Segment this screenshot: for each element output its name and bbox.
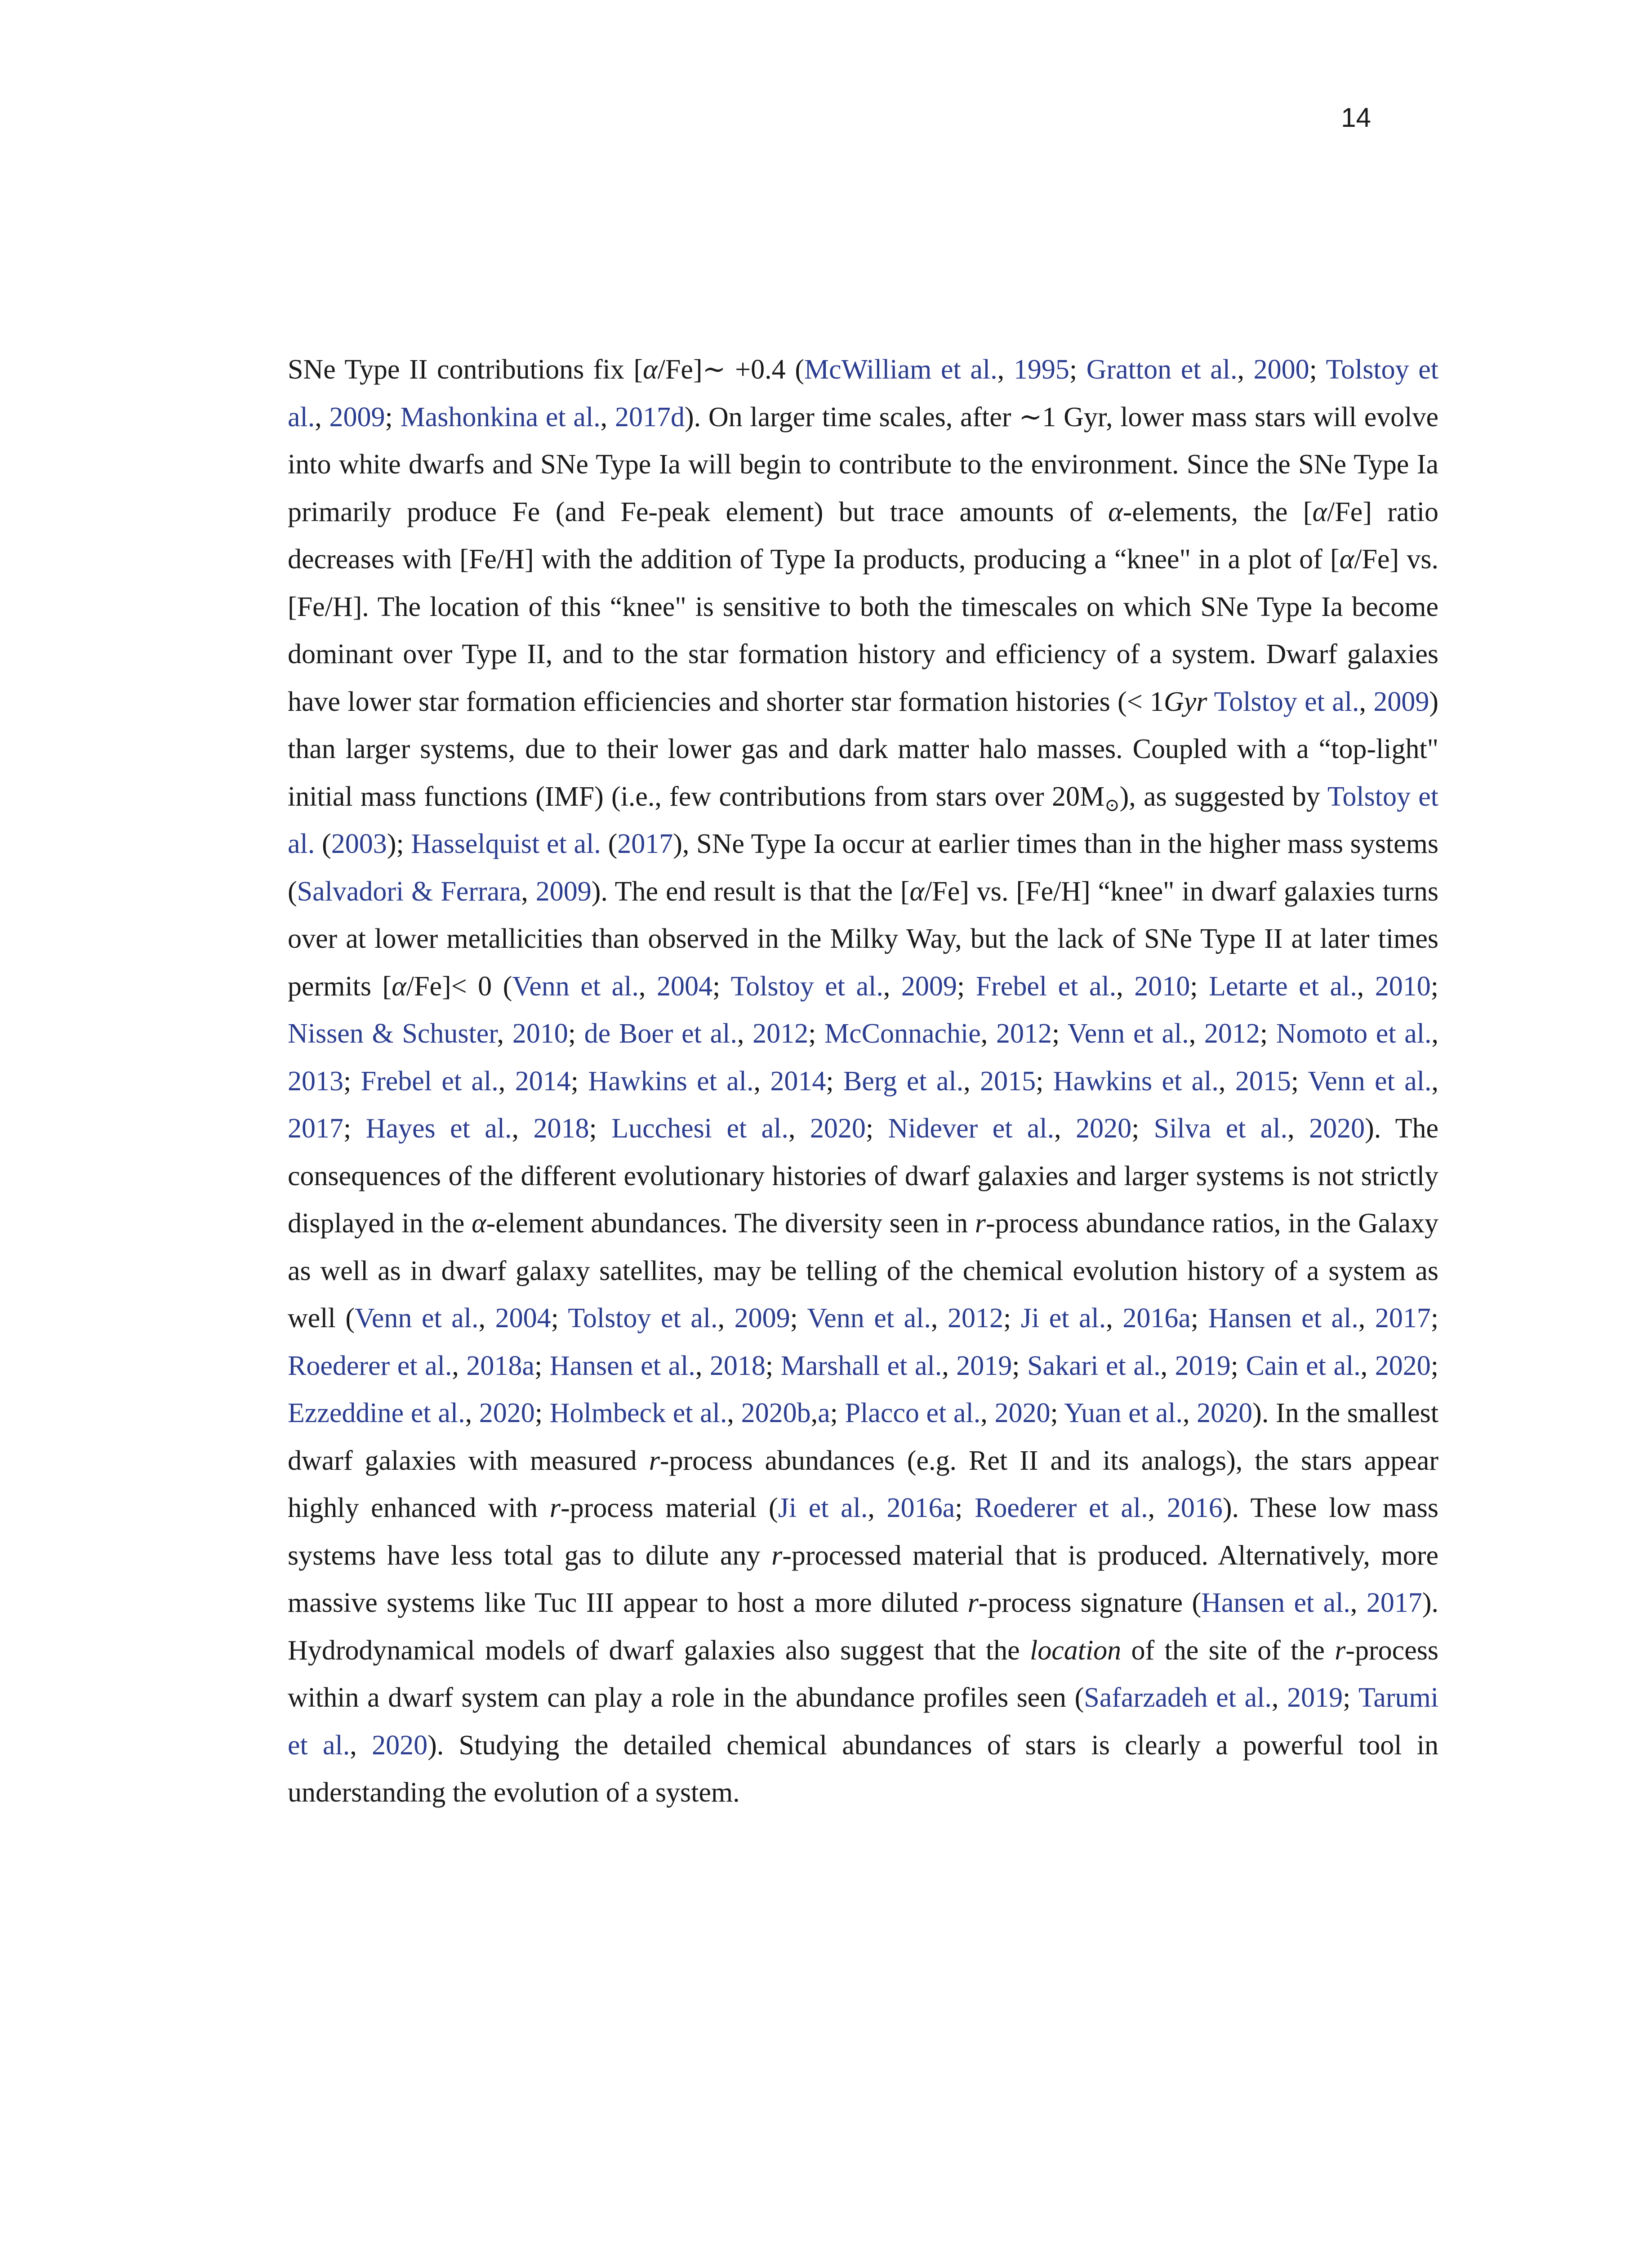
- paragraph-text: ). In the smallest dwarf galaxies with measured: [288, 1398, 1439, 1476]
- citation-link[interactable]: a: [818, 1398, 830, 1428]
- citation-link[interactable]: 2016: [1167, 1493, 1223, 1523]
- paragraph-text: -process abundances (e.g. Ret II and its analogs), the stars appear highly enhanced with: [288, 1445, 1438, 1523]
- paragraph-text: ,: [1357, 971, 1375, 1002]
- citation-link[interactable]: 2019: [956, 1350, 1012, 1381]
- paragraph-text: ,: [1287, 1113, 1309, 1144]
- citation-link[interactable]: Hansen et al.: [1208, 1303, 1358, 1334]
- paragraph-text: ,: [997, 354, 1014, 385]
- paragraph-text: ,: [638, 971, 657, 1002]
- paragraph-text: ,: [1271, 1682, 1287, 1713]
- citation-link[interactable]: Cain et al.: [1246, 1350, 1361, 1381]
- paragraph-text: ,: [1358, 1303, 1375, 1334]
- citation-link[interactable]: 2000: [1253, 354, 1309, 385]
- citation-link[interactable]: 2020: [1309, 1113, 1365, 1144]
- citation-link[interactable]: Venn et al.: [1067, 1018, 1189, 1049]
- math-symbol: r: [549, 1493, 561, 1523]
- citation-link[interactable]: Roederer et al.: [288, 1350, 452, 1381]
- citation-link[interactable]: Hayes et al.: [365, 1113, 512, 1144]
- paragraph-text: ,: [1431, 1018, 1439, 1049]
- citation-link[interactable]: 2017d: [614, 401, 685, 433]
- paragraph-text: ,: [498, 1066, 515, 1097]
- paragraph-text: (: [315, 829, 331, 859]
- paragraph-text: ,: [1106, 1303, 1123, 1334]
- citation-link[interactable]: Placco et al.: [845, 1398, 981, 1428]
- paragraph-text: ;: [534, 1398, 550, 1428]
- citation-link[interactable]: 2020: [372, 1730, 428, 1761]
- citation-link[interactable]: Ji et al.: [778, 1493, 868, 1523]
- citation-link[interactable]: 2017: [1366, 1588, 1422, 1618]
- math-symbol: α: [472, 1208, 486, 1239]
- citation-link[interactable]: Hawkins et al.: [1053, 1066, 1219, 1097]
- paragraph-text: ;: [343, 1066, 361, 1097]
- citation-link[interactable]: 2004: [495, 1303, 551, 1334]
- citation-link[interactable]: Nissen & Schuster: [288, 1018, 497, 1049]
- paragraph-text: ;: [1036, 1066, 1053, 1097]
- citation-link[interactable]: Mashonkina et al.: [400, 401, 601, 433]
- citation-link[interactable]: Tolstoy et al.: [288, 354, 1439, 433]
- paragraph-text: ). On larger time scales, after ∼1 Gyr, lower mass stars will evolve into white dwarfs and SNe Type Ia will begin to contribute to the environment. Since the SNe Type Ia primarily produce Fe (and Fe-peak element) but trace amounts of: [288, 401, 1439, 527]
- citation-link[interactable]: 2009: [1373, 686, 1429, 717]
- math-symbol: Gyr: [1164, 686, 1207, 717]
- citation-link[interactable]: Gratton et al.: [1086, 354, 1238, 385]
- paragraph-text: ,: [727, 1398, 741, 1428]
- citation-link[interactable]: Frebel et al.: [975, 971, 1117, 1002]
- citation-link[interactable]: Tolstoy et al.: [568, 1303, 718, 1334]
- paragraph-text: ). The end result is that the [: [591, 876, 910, 907]
- citation-link[interactable]: 2009: [734, 1303, 790, 1334]
- citation-link[interactable]: Frebel et al.: [361, 1066, 499, 1097]
- citation-link[interactable]: Sakari et al.: [1027, 1350, 1161, 1381]
- paragraph-text: ;: [551, 1303, 568, 1334]
- citation-link[interactable]: 2003: [331, 829, 387, 859]
- body-paragraph: [288, 346, 1438, 1817]
- paragraph-text: ;: [1012, 1350, 1028, 1381]
- paragraph-text: ;: [712, 971, 731, 1002]
- citation-link[interactable]: 1995: [1013, 354, 1069, 385]
- paragraph-text: /Fe] vs. [Fe/H] “knee" in dwarf galaxies turns over at lower metallicities than observed in the Milky Way, but the lack of SNe Type II at later times permits [: [288, 876, 1438, 1002]
- paragraph-text: ,: [512, 1113, 534, 1144]
- citation-link[interactable]: 2020: [810, 1113, 866, 1144]
- paragraph-text: ,: [717, 1303, 735, 1334]
- citation-link[interactable]: 2010: [1134, 971, 1190, 1002]
- citation-link[interactable]: 2018: [709, 1350, 766, 1381]
- math-symbol: r: [967, 1588, 979, 1618]
- paragraph-text: ). Studying the detailed chemical abundances of stars is clearly a powerful tool in understanding the evolution of a system.: [288, 1730, 1438, 1808]
- paragraph-text: ,: [868, 1493, 887, 1523]
- paragraph-text: ;: [826, 1066, 844, 1097]
- citation-link[interactable]: 2009: [535, 876, 592, 907]
- paragraph-text: ;: [568, 1018, 584, 1049]
- paragraph-text: ,: [1359, 686, 1374, 717]
- paragraph-text: ;: [1430, 971, 1438, 1002]
- paragraph-text: SNe Type II contributions fix [: [288, 354, 643, 385]
- paragraph-text: ;: [865, 1113, 888, 1144]
- citation-link[interactable]: 2012: [1204, 1018, 1260, 1049]
- citation-link[interactable]: 2016a: [886, 1493, 955, 1523]
- citation-link[interactable]: Venn et al.: [1308, 1066, 1432, 1097]
- paragraph-text: ). These low mass systems have less total gas to dilute any: [288, 1493, 1438, 1571]
- citation-link[interactable]: 2019: [1287, 1682, 1343, 1713]
- citation-link[interactable]: 2010: [512, 1018, 568, 1049]
- citation-link[interactable]: 2020: [1197, 1398, 1253, 1428]
- paragraph-text: ), SNe Type Ia occur at earlier times than in the higher mass systems (: [288, 829, 1438, 907]
- paragraph-text: ;: [1190, 1303, 1208, 1334]
- math-symbol: r: [771, 1540, 783, 1571]
- citation-link[interactable]: 2014: [515, 1066, 571, 1097]
- paragraph-text: ,: [1116, 971, 1135, 1002]
- paragraph-text: ;: [955, 1493, 975, 1523]
- paragraph-text: ;: [589, 1113, 612, 1144]
- paragraph-text: ,: [600, 401, 615, 433]
- citation-link[interactable]: Tolstoy et al.: [730, 971, 883, 1002]
- paragraph-text: -process material (: [560, 1493, 778, 1523]
- math-symbol: r: [649, 1445, 660, 1476]
- paragraph-text: ,: [452, 1350, 467, 1381]
- paragraph-text: ,: [942, 1350, 957, 1381]
- paragraph-text: ,: [521, 876, 536, 907]
- paragraph-text: ,: [810, 1398, 818, 1428]
- paragraph-text: ,: [465, 1398, 479, 1428]
- citation-link[interactable]: 2016a: [1122, 1303, 1191, 1334]
- citation-link[interactable]: Hansen et al.: [549, 1350, 695, 1381]
- citation-link[interactable]: Ezzeddine et al.: [288, 1398, 465, 1428]
- paragraph-text: ) than larger systems, due to their lower gas and dark matter halo masses. Coupled with a “top-light" initial mass functions (IMF) (i.e., few contributions from stars over 20M: [288, 686, 1438, 812]
- paragraph-text: ;: [1430, 1350, 1439, 1381]
- paragraph-text: (: [601, 829, 618, 859]
- paragraph-text: ,: [1160, 1350, 1175, 1381]
- paragraph-text: of the site of the: [1121, 1635, 1335, 1666]
- paragraph-text: ;: [1260, 1018, 1276, 1049]
- page-number: 14: [1341, 103, 1371, 133]
- citation-link[interactable]: 2015: [980, 1066, 1036, 1097]
- citation-link[interactable]: 2020: [1076, 1113, 1132, 1144]
- paragraph-text: ,: [883, 971, 901, 1002]
- paragraph-text: ;: [1069, 354, 1086, 385]
- citation-link[interactable]: 2012: [996, 1018, 1052, 1049]
- citation-link[interactable]: 2012: [753, 1018, 809, 1049]
- paragraph-text: ). Hydrodynamical models of dwarf galaxies also suggest that the: [288, 1588, 1439, 1666]
- citation-link[interactable]: Silva et al.: [1153, 1113, 1288, 1144]
- citation-link[interactable]: Berg et al.: [843, 1066, 964, 1097]
- citation-link[interactable]: Tarumi et al.: [288, 1682, 1439, 1761]
- paragraph-text: ;: [385, 401, 401, 433]
- paragraph-text: ,: [1054, 1113, 1076, 1144]
- paragraph-text: ,: [980, 1398, 995, 1428]
- paragraph-text: ,: [1148, 1493, 1167, 1523]
- citation-link[interactable]: 2015: [1235, 1066, 1291, 1097]
- paragraph-text: ,: [963, 1066, 980, 1097]
- paragraph-text: [1207, 687, 1214, 717]
- paragraph-text: -process signature (: [978, 1588, 1202, 1618]
- citation-link[interactable]: Ji et al.: [1020, 1303, 1106, 1334]
- citation-link[interactable]: 2017: [617, 829, 673, 859]
- paragraph-text: ;: [1003, 1303, 1021, 1334]
- math-symbol: α: [643, 354, 658, 385]
- math-symbol: r: [975, 1208, 986, 1239]
- citation-link[interactable]: Salvadori & Ferrara: [297, 876, 521, 907]
- paragraph-text: /Fe]∼ +0.4 (: [657, 354, 804, 385]
- paragraph-text: ,: [737, 1018, 753, 1049]
- paragraph-text: ;: [1131, 1113, 1154, 1144]
- paragraph-text: ,: [497, 1018, 512, 1049]
- paragraph-text: ;: [1309, 354, 1326, 385]
- paragraph-text: ;: [343, 1113, 366, 1144]
- citation-link[interactable]: Roederer et al.: [975, 1493, 1148, 1523]
- citation-link[interactable]: McWilliam et al.: [804, 354, 997, 385]
- paragraph-text: ;: [1050, 1398, 1064, 1428]
- citation-link[interactable]: 2020: [479, 1398, 535, 1428]
- paragraph-text: ,: [1189, 1018, 1204, 1049]
- paragraph-text: ,: [1237, 354, 1254, 385]
- citation-link[interactable]: Letarte et al.: [1209, 971, 1357, 1002]
- citation-link[interactable]: Venn et al.: [354, 1303, 479, 1334]
- paragraph-text: -process within a dwarf system can play a role in the abundance profiles seen (: [288, 1635, 1438, 1713]
- paragraph-text: ;: [1291, 1066, 1308, 1097]
- citation-link[interactable]: Hasselquist et al.: [411, 829, 601, 859]
- paragraph-text: ,: [695, 1350, 710, 1381]
- citation-link[interactable]: Marshall et al.: [780, 1350, 942, 1381]
- math-symbol: α: [1312, 496, 1327, 527]
- citation-link[interactable]: Venn et al.: [512, 971, 639, 1002]
- paragraph-text: ;: [1430, 1303, 1439, 1334]
- paragraph-text: ;: [534, 1350, 550, 1381]
- citation-link[interactable]: Holmbeck et al.: [549, 1398, 727, 1428]
- citation-link[interactable]: 2014: [770, 1066, 826, 1097]
- paragraph-text: );: [387, 829, 411, 859]
- paragraph-text: -processed material that is produced. Alternatively, more massive systems like Tuc III appear to host a more diluted: [288, 1540, 1439, 1618]
- paragraph-text: ;: [1343, 1682, 1358, 1713]
- citation-link[interactable]: Tolstoy et al.: [1214, 686, 1359, 717]
- paragraph-text: ;: [765, 1350, 781, 1381]
- paragraph-text: ,: [1182, 1398, 1197, 1428]
- paragraph-text: ,: [980, 1018, 997, 1049]
- citation-link[interactable]: 2020b: [741, 1398, 811, 1428]
- math-symbol: location: [1029, 1635, 1122, 1666]
- paragraph-text: ,: [1431, 1066, 1439, 1097]
- paragraph-text: ,: [753, 1066, 770, 1097]
- paragraph-text: ,: [1360, 1350, 1375, 1381]
- citation-link[interactable]: 2017: [1375, 1303, 1431, 1334]
- citation-link[interactable]: 2004: [656, 971, 712, 1002]
- paragraph-text: -process abundance ratios, in the Galaxy as well as in dwarf galaxy satellites, may be telling of the chemical evolution history of a system as well (: [288, 1208, 1438, 1334]
- paragraph-text: ,: [1350, 1588, 1367, 1618]
- citation-link[interactable]: Nidever et al.: [888, 1113, 1055, 1144]
- citation-link[interactable]: 2017: [288, 1113, 343, 1144]
- citation-link[interactable]: de Boer et al.: [584, 1018, 737, 1049]
- paragraph-text: /Fe] ratio decreases with [Fe/H] with the addition of Type Ia products, producing a “knee" in a plot of [: [288, 496, 1438, 575]
- math-symbol: α: [909, 876, 925, 907]
- citation-link[interactable]: 2018a: [466, 1350, 534, 1381]
- math-symbol: α: [1108, 496, 1123, 527]
- paragraph-text: ;: [790, 1303, 807, 1334]
- citation-link[interactable]: Tolstoy et al.: [288, 781, 1438, 859]
- citation-link[interactable]: 2012: [947, 1303, 1003, 1334]
- citation-link[interactable]: Yuan et al.: [1064, 1398, 1183, 1428]
- paragraph-text: ;: [808, 1018, 825, 1049]
- paragraph-text: -element abundances. The diversity seen in: [486, 1208, 975, 1239]
- paragraph-text: ;: [957, 971, 976, 1002]
- paragraph-text: ,: [350, 1730, 372, 1761]
- paragraph-text: ,: [478, 1303, 495, 1334]
- paragraph-text: ,: [315, 401, 330, 433]
- citation-link[interactable]: Lucchesi et al.: [611, 1113, 788, 1144]
- paragraph-text: ,: [1218, 1066, 1235, 1097]
- citation-link[interactable]: McConnachie: [824, 1018, 981, 1049]
- paragraph-text: ), as suggested by: [1119, 781, 1327, 812]
- citation-link[interactable]: 2009: [901, 971, 957, 1002]
- citation-link[interactable]: Safarzadeh et al.: [1084, 1682, 1272, 1713]
- paragraph-text: ,: [931, 1303, 948, 1334]
- citation-link[interactable]: 2013: [288, 1066, 343, 1097]
- citation-link[interactable]: Venn et al.: [807, 1303, 931, 1334]
- citation-link[interactable]: 2020: [1375, 1350, 1431, 1381]
- solar-subscript: ⊙: [1104, 794, 1120, 815]
- paragraph-text: /Fe] vs. [Fe/H]. The location of this “knee" is sensitive to both the timescales on which SNe Type Ia become dominant over Type II, and to the star formation history and efficiency of a system. Dwarf galaxies have lower star formation efficiencies and shorter star formation histories (< 1: [288, 544, 1438, 717]
- citation-link[interactable]: Hawkins et al.: [588, 1066, 754, 1097]
- citation-link[interactable]: 2018: [533, 1113, 589, 1144]
- citation-link[interactable]: 2010: [1375, 971, 1431, 1002]
- paragraph-text: ). The consequences of the different evolutionary histories of dwarf galaxies and larger systems is not strictly displayed in the: [288, 1113, 1439, 1239]
- math-symbol: α: [392, 971, 406, 1002]
- citation-link[interactable]: Hansen et al.: [1201, 1588, 1350, 1618]
- paragraph-text: ;: [1190, 971, 1209, 1002]
- math-symbol: r: [1335, 1635, 1346, 1666]
- citation-link[interactable]: 2019: [1175, 1350, 1231, 1381]
- math-symbol: α: [1339, 544, 1354, 575]
- citation-link[interactable]: 2009: [329, 401, 385, 433]
- paragraph-text: -elements, the [: [1122, 496, 1313, 527]
- paragraph-text: ;: [830, 1398, 845, 1428]
- citation-link[interactable]: 2020: [994, 1398, 1051, 1428]
- paragraph-text: ;: [570, 1066, 588, 1097]
- citation-link[interactable]: Nomoto et al.: [1276, 1018, 1432, 1049]
- paragraph-text: ;: [1052, 1018, 1068, 1049]
- paragraph-text: ,: [788, 1113, 810, 1144]
- paragraph-text: ;: [1230, 1350, 1246, 1381]
- paragraph-text: /Fe]< 0 (: [406, 971, 512, 1002]
